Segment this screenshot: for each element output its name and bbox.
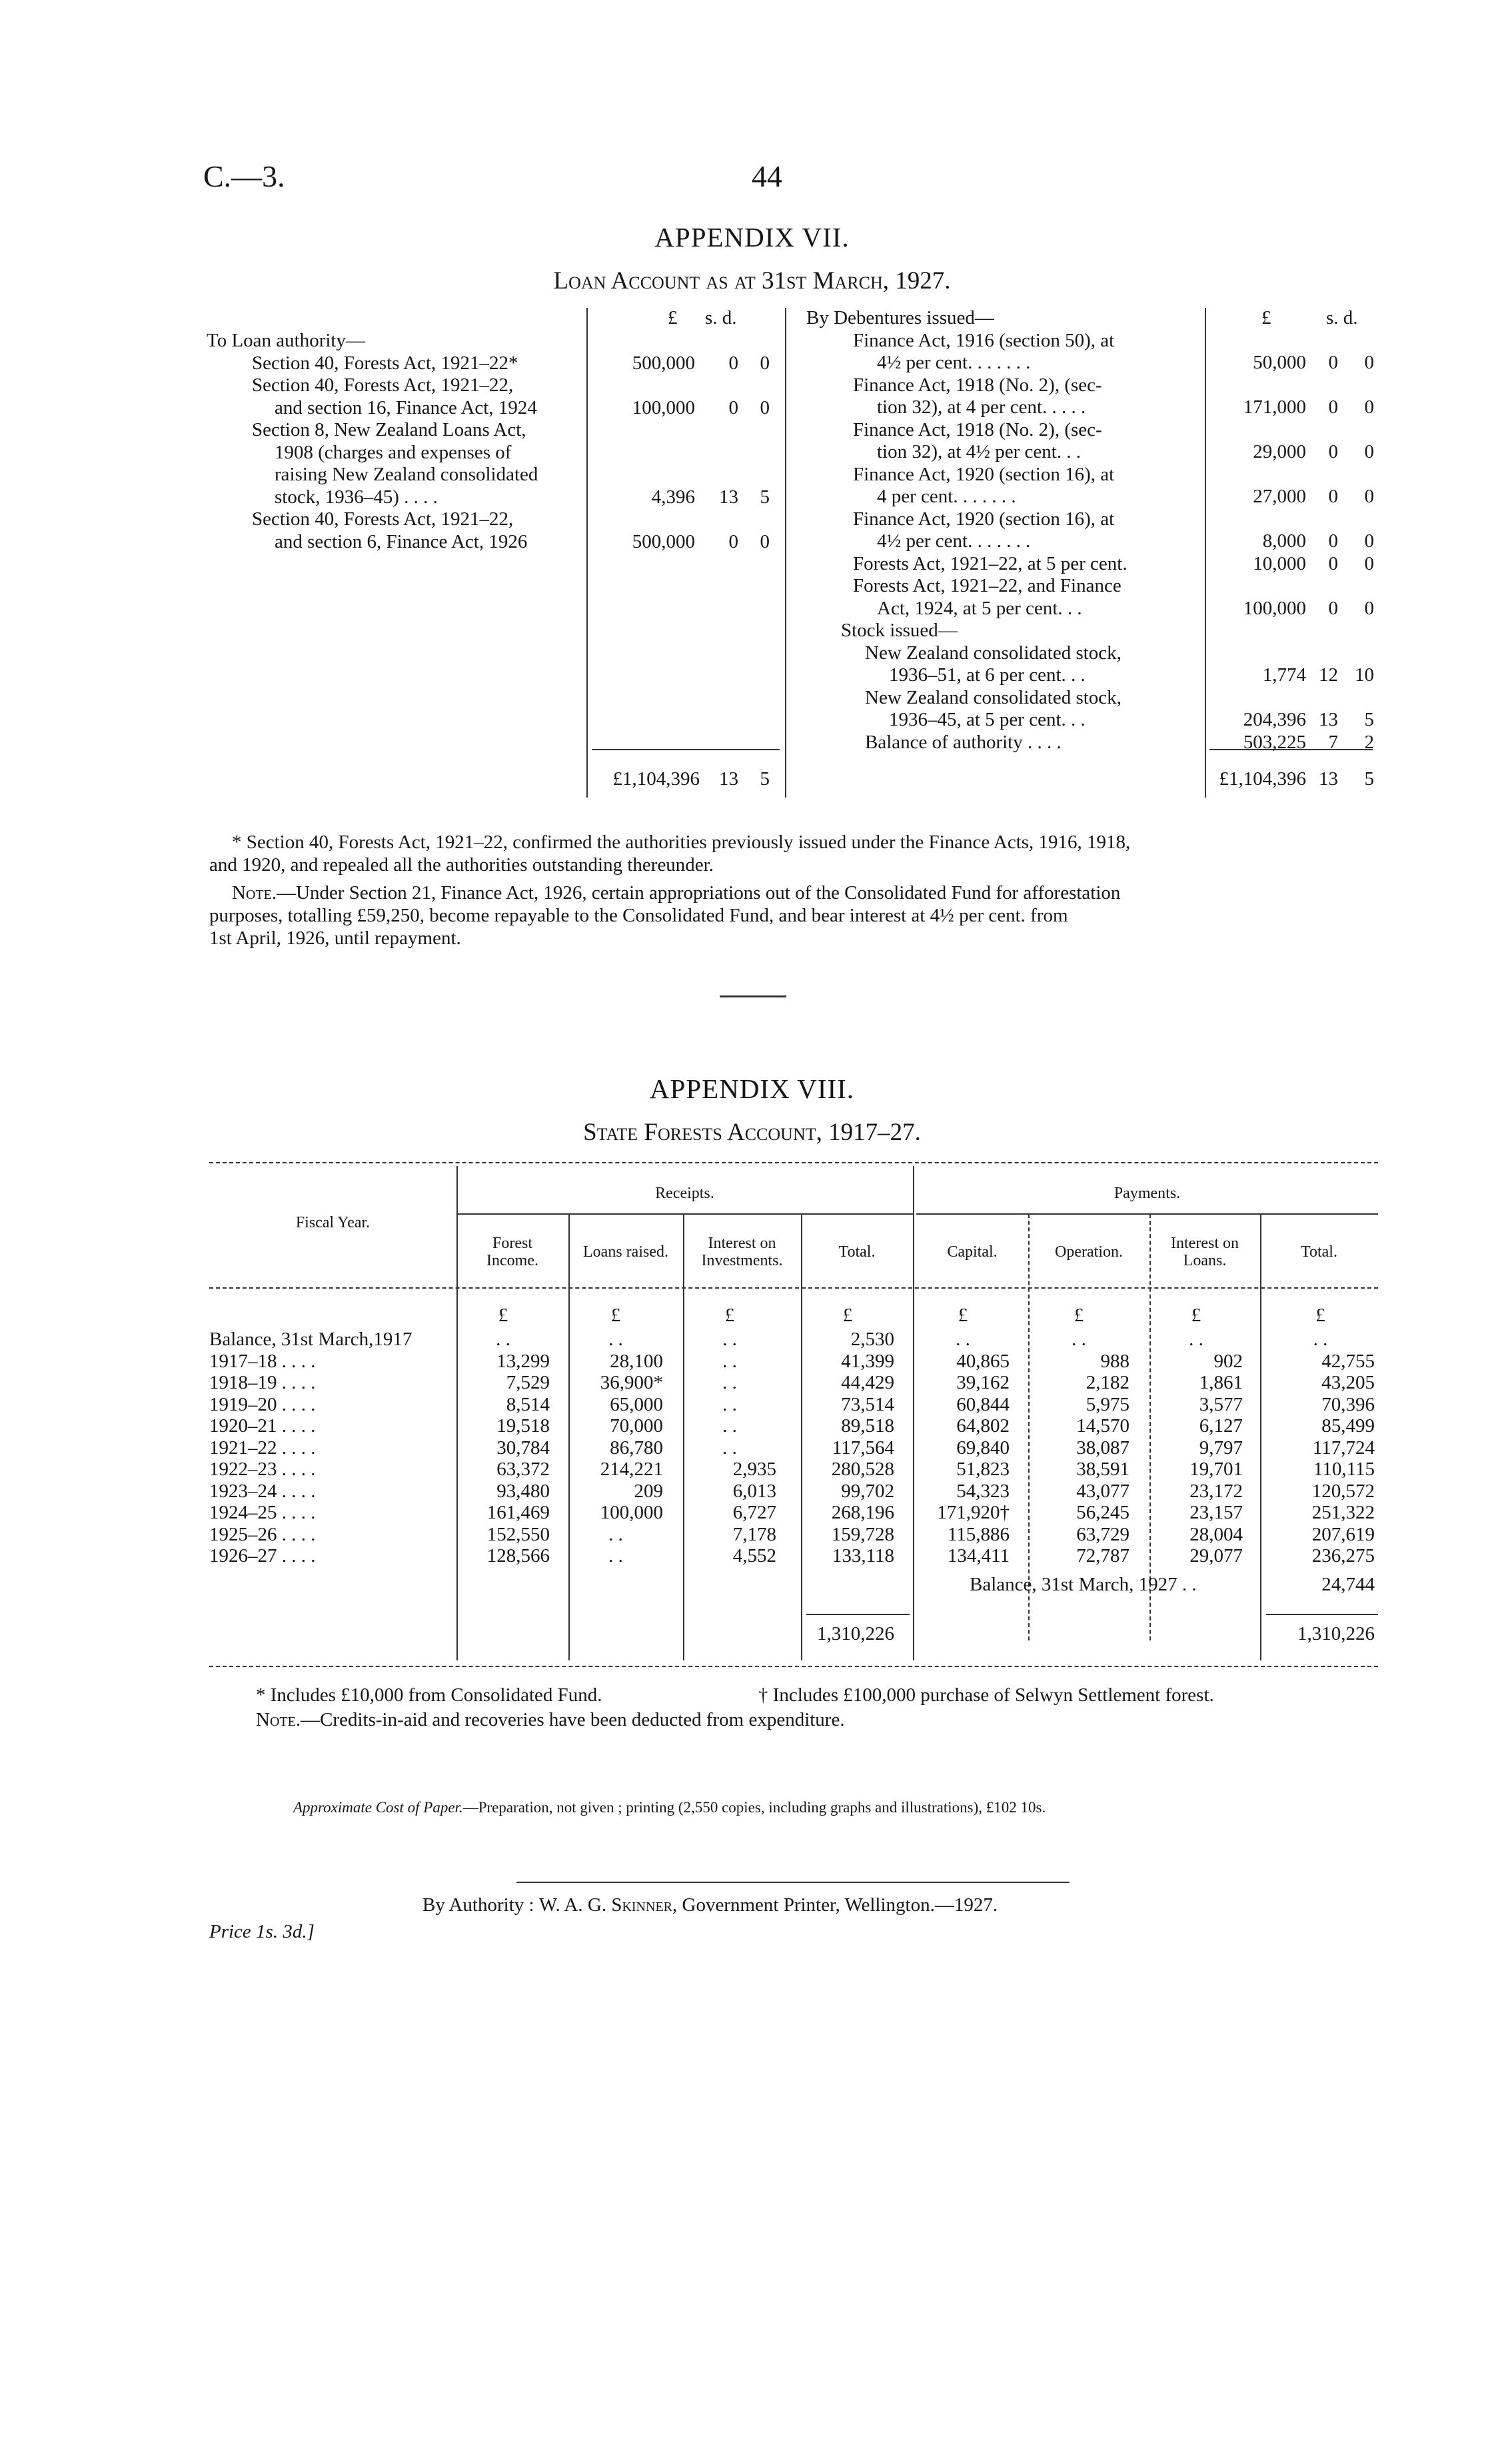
table-cell-lr: 209 — [634, 1480, 663, 1502]
table-cell-il: 1,861 — [1199, 1372, 1243, 1393]
loan-debit-pence: 0 — [760, 396, 770, 418]
table-cell-rt: 280,528 — [831, 1459, 894, 1480]
table-cell-fi: 30,784 — [496, 1437, 550, 1459]
loan-note-line-1 — [232, 882, 1120, 904]
interest-loans-header — [1149, 1235, 1260, 1269]
loan-debit-line: Section 40, Forests Act, 1921–22, — [252, 508, 514, 530]
loan-debit-line: Section 40, Forests Act, 1921–22* — [252, 352, 518, 374]
right-total-shillings: 13 — [1319, 768, 1338, 790]
loan-credit-shillings: 7 — [1328, 731, 1338, 753]
loan-credit-pence: 5 — [1364, 709, 1374, 730]
fiscal-year-cell: 1920–21 . . . . — [209, 1415, 316, 1437]
loan-credit-shillings: 12 — [1319, 664, 1338, 686]
table-cell-cap: 69,840 — [956, 1437, 1010, 1459]
right-sd-header: s. d. — [1326, 307, 1358, 328]
table-cell-ii: 6,013 — [732, 1480, 776, 1502]
state-forests-note — [256, 1709, 845, 1731]
loan-credit-pounds: 100,000 — [1243, 597, 1306, 619]
loan-debit-line: Section 40, Forests Act, 1921–22, — [252, 374, 514, 396]
table-cell-pt: 251,322 — [1311, 1502, 1375, 1523]
note-text: —Credits-in-aid and recoveries have been deducted from expenditure. — [301, 1709, 845, 1730]
table-header-rule — [209, 1287, 1378, 1289]
header-line: Investments. — [701, 1252, 783, 1269]
table-cell-lr: . . — [608, 1523, 623, 1545]
loan-credit-pence: 0 — [1364, 597, 1374, 619]
cost-text: —Preparation, not given ; printing (2,550 copies, including graphs and illustrations), £102 10s. — [462, 1799, 1046, 1816]
table-cell-ii: . . — [722, 1350, 737, 1372]
table-cell-rt: 2,530 — [850, 1329, 894, 1350]
appendix-viii-heading: APPENDIX VIII. — [649, 1073, 855, 1104]
receipts-total-rule — [806, 1614, 910, 1615]
cost-of-paper — [293, 1799, 1046, 1816]
table-cell-op: 72,787 — [1076, 1545, 1129, 1566]
payments-header: Payments. — [1114, 1185, 1181, 1202]
forest-income-header — [456, 1235, 568, 1269]
table-cell-rt: 73,514 — [841, 1393, 894, 1415]
document-reference: C.—3. — [203, 159, 285, 193]
loan-center-rule — [785, 308, 786, 798]
loan-credit-line: Balance of authority . . . . — [865, 731, 1062, 753]
header-line: Forest — [492, 1235, 532, 1252]
table-cell-op: 63,729 — [1076, 1523, 1129, 1545]
loan-credit-line: 1936–51, at 6 per cent. . . — [889, 664, 1086, 686]
table-cell-lr: 28,100 — [610, 1350, 663, 1372]
loan-credit-line: Finance Act, 1918 (No. 2), (sec- — [853, 374, 1102, 396]
loan-credit-pounds: 27,000 — [1253, 486, 1306, 507]
loan-credit-line: Finance Act, 1920 (section 16), at — [853, 508, 1115, 530]
table-cell-fi: 161,469 — [486, 1502, 550, 1523]
table-cell-op: 2,182 — [1086, 1372, 1129, 1393]
pound-sign: £ — [1315, 1305, 1325, 1326]
table-cell-fi: 63,372 — [496, 1459, 550, 1480]
loan-credit-pounds: 171,000 — [1243, 396, 1306, 418]
right-total-amount: £1,104,396 — [1219, 768, 1306, 790]
fiscal-year-header: Fiscal Year. — [295, 1214, 371, 1231]
header-line: Income. — [486, 1252, 538, 1269]
pound-sign: £ — [1191, 1305, 1201, 1326]
table-cell-pt: 43,205 — [1321, 1372, 1375, 1393]
loan-credit-line: Finance Act, 1920 (section 16), at — [853, 463, 1115, 485]
table-cell-lr: 86,780 — [610, 1437, 663, 1459]
table-cell-op: . . — [1072, 1329, 1086, 1350]
loan-credit-pence: 0 — [1364, 530, 1374, 552]
loan-credit-line: Act, 1924, at 5 per cent. . . — [877, 597, 1082, 619]
pound-sign: £ — [958, 1305, 968, 1326]
table-cell-op: 988 — [1100, 1350, 1129, 1372]
table-cell-pt: 42,755 — [1321, 1350, 1375, 1372]
table-cell-lr: 214,221 — [600, 1459, 663, 1480]
table-cell-rt: 89,518 — [841, 1415, 894, 1437]
table-cell-il: . . — [1189, 1329, 1203, 1350]
loan-debit-shillings: 0 — [728, 396, 738, 418]
table-cell-fi: 8,514 — [506, 1393, 550, 1415]
table-cell-rt: 268,196 — [831, 1502, 894, 1523]
authority-rule — [516, 1882, 1070, 1883]
balance-line: Balance, 31st March, 1927 . . — [970, 1574, 1197, 1595]
header-line: Interest on — [708, 1235, 776, 1252]
loan-credit-pence: 0 — [1364, 486, 1374, 507]
table-cell-cap: 64,802 — [956, 1415, 1010, 1437]
loan-debit-pence: 0 — [760, 352, 770, 374]
payments-total-rule — [1266, 1614, 1378, 1615]
loan-credit-line: Forests Act, 1921–22, and Finance — [853, 575, 1122, 596]
loan-credit-shillings: 0 — [1328, 486, 1338, 507]
loan-credit-pounds: 8,000 — [1262, 530, 1306, 552]
receipts-total-header: Total. — [838, 1243, 876, 1261]
fiscal-year-cell: 1925–26 . . . . — [209, 1523, 316, 1545]
table-cell-op: 43,077 — [1076, 1480, 1129, 1502]
table-top-rule — [209, 1162, 1378, 1163]
authority-prefix: By Authority : — [422, 1894, 534, 1916]
table-cell-il: 19,701 — [1189, 1459, 1243, 1480]
table-cell-lr: . . — [608, 1545, 623, 1566]
loan-credit-pounds: 50,000 — [1253, 352, 1306, 373]
loan-credit-pounds: 29,000 — [1253, 441, 1306, 462]
loan-debit-shillings: 0 — [728, 530, 738, 552]
col-rule-interest-loans — [1260, 1214, 1261, 1660]
loan-credit-pounds: 503,225 — [1243, 731, 1306, 753]
fiscal-year-cell: 1921–22 . . . . — [209, 1437, 316, 1459]
pound-sign: £ — [842, 1305, 853, 1326]
price: Price 1s. 3d.] — [209, 1921, 315, 1942]
loan-credit-line: Stock issued— — [841, 620, 958, 641]
left-total-pence: 5 — [760, 768, 770, 790]
table-cell-pt: . . — [1313, 1329, 1328, 1350]
pound-sign: £ — [498, 1305, 508, 1326]
fiscal-year-cell: 1924–25 . . . . — [209, 1502, 316, 1523]
loan-credit-shillings: 0 — [1328, 352, 1338, 373]
right-total-pence: 5 — [1364, 768, 1374, 790]
table-cell-il: 28,004 — [1189, 1523, 1243, 1545]
loan-credit-pence: 0 — [1364, 552, 1374, 574]
pound-sign: £ — [1074, 1305, 1084, 1326]
table-cell-cap: 51,823 — [956, 1459, 1010, 1480]
fiscal-year-cell: 1917–18 . . . . — [209, 1350, 316, 1372]
loan-credit-shillings: 0 — [1328, 530, 1338, 552]
table-cell-op: 14,570 — [1076, 1415, 1129, 1437]
fiscal-year-cell: 1926–27 . . . . — [209, 1545, 316, 1566]
table-cell-ii: . . — [722, 1329, 737, 1350]
loan-debit-line: To Loan authority— — [207, 330, 365, 351]
table-cell-pt: 70,396 — [1321, 1393, 1375, 1415]
loan-credit-line: By Debentures issued— — [806, 307, 994, 328]
table-cell-rt: 159,728 — [831, 1523, 894, 1545]
table-cell-ii: 7,178 — [732, 1523, 776, 1545]
payments-group-rule — [916, 1213, 1378, 1215]
loan-credit-line: Finance Act, 1916 (section 50), at — [853, 329, 1115, 351]
table-cell-il: 29,077 — [1189, 1545, 1243, 1566]
loan-debit-line: and section 16, Finance Act, 1924 — [275, 396, 537, 418]
loan-debit-pounds: 100,000 — [632, 396, 695, 418]
table-cell-ii: . . — [722, 1393, 737, 1415]
footnote-dagger: † Includes £100,000 purchase of Selwyn Settlement forest. — [758, 1684, 1214, 1706]
appendix-vii-heading: APPENDIX VII. — [654, 222, 850, 253]
header-line: Loans. — [1183, 1252, 1227, 1269]
authority-suffix: , Government Printer, Wellington.—1927. — [672, 1894, 998, 1916]
table-cell-op: 38,591 — [1076, 1459, 1129, 1480]
pound-sign: £ — [724, 1305, 735, 1326]
table-cell-ii: . . — [722, 1437, 737, 1459]
table-cell-fi: 128,566 — [486, 1545, 550, 1566]
table-cell-il: 902 — [1213, 1350, 1243, 1372]
table-cell-lr: 100,000 — [600, 1502, 663, 1523]
table-cell-cap: 54,323 — [956, 1480, 1010, 1502]
balance-value: 24,744 — [1321, 1574, 1375, 1595]
table-cell-fi: 93,480 — [496, 1480, 550, 1502]
loan-debit-shillings: 0 — [728, 352, 738, 374]
left-total-amount: £1,104,396 — [612, 768, 700, 790]
table-cell-pt: 236,275 — [1311, 1545, 1375, 1566]
table-cell-il: 3,577 — [1199, 1393, 1243, 1415]
table-cell-fi: . . — [496, 1329, 510, 1350]
loan-debit-line: 1908 (charges and expenses of — [275, 441, 512, 463]
loan-credit-line: 4½ per cent. . . . . . . — [877, 530, 1031, 552]
loan-debit-pence: 5 — [760, 486, 770, 508]
left-sd-header: s. d. — [705, 307, 737, 328]
page-number: 44 — [752, 159, 782, 193]
table-cell-fi: 7,529 — [506, 1372, 550, 1393]
loan-credit-shillings: 0 — [1328, 396, 1338, 418]
left-pound-header: £ — [668, 307, 678, 328]
operation-header: Operation. — [1055, 1243, 1123, 1261]
capital-header: Capital. — [947, 1243, 998, 1261]
receipts-group-rule — [456, 1213, 913, 1215]
loan-footnote-line-1: * Section 40, Forests Act, 1921–22, confirmed the authorities previously issued under the Finance Acts, 1916, 1918, — [232, 832, 1131, 853]
loan-credit-shillings: 0 — [1328, 552, 1338, 574]
loan-credit-line: New Zealand consolidated stock, — [865, 686, 1122, 708]
loan-debit-pounds: 500,000 — [632, 530, 695, 552]
loan-footnote-line-2: and 1920, and repealed all the authorities outstanding thereunder. — [209, 854, 714, 876]
fiscal-year-cell: 1923–24 . . . . — [209, 1480, 316, 1502]
table-cell-fi: 13,299 — [496, 1350, 550, 1372]
table-cell-il: 6,127 — [1199, 1415, 1243, 1437]
table-cell-rt: 133,118 — [832, 1545, 894, 1566]
authority-line — [422, 1894, 998, 1916]
loan-debit-line: Section 8, New Zealand Loans Act, — [252, 419, 526, 440]
payments-total-header: Total. — [1301, 1243, 1337, 1261]
loan-note-line-2: purposes, totalling £59,250, become repayable to the Consolidated Fund, and bear interest at 4½ per cent. from — [209, 905, 1068, 926]
table-cell-rt: 117,564 — [832, 1437, 894, 1459]
fiscal-year-cell: 1922–23 . . . . — [209, 1459, 316, 1480]
table-cell-pt: 117,724 — [1312, 1437, 1375, 1459]
loan-credit-pence: 2 — [1364, 731, 1374, 753]
loan-debit-shillings: 13 — [719, 486, 738, 508]
table-cell-op: 56,245 — [1076, 1502, 1129, 1523]
table-cell-op: 38,087 — [1076, 1437, 1129, 1459]
loan-credit-line: tion 32), at 4 per cent. . . . . — [877, 396, 1086, 418]
right-pound-header: £ — [1261, 307, 1271, 328]
table-cell-rt: 99,702 — [841, 1480, 894, 1502]
table-cell-cap: . . — [956, 1329, 970, 1350]
table-cell-cap: 40,865 — [956, 1350, 1010, 1372]
table-cell-lr: 70,000 — [610, 1415, 663, 1437]
loan-note-line-3: 1st April, 1926, until repayment. — [209, 927, 461, 949]
loan-debit-line: raising New Zealand consolidated — [275, 464, 538, 485]
fiscal-year-cell: Balance, 31st March,1917 — [209, 1329, 412, 1350]
cost-label: Approximate Cost of Paper. — [293, 1799, 463, 1816]
loans-raised-header: Loans raised. — [583, 1243, 668, 1261]
table-cell-pt: 207,619 — [1311, 1523, 1375, 1545]
table-cell-ii: . . — [722, 1372, 737, 1393]
loan-debit-line: stock, 1936–45) . . . . — [275, 486, 438, 508]
section-separator — [720, 995, 786, 997]
table-cell-il: 23,172 — [1189, 1480, 1243, 1502]
table-cell-pt: 120,572 — [1311, 1480, 1375, 1502]
loan-debit-line: and section 6, Finance Act, 1926 — [275, 530, 528, 552]
table-cell-ii: . . — [722, 1415, 737, 1437]
loan-credit-line: 4½ per cent. . . . . . . — [877, 352, 1031, 373]
loan-credit-line: New Zealand consolidated stock, — [865, 642, 1122, 664]
loan-credit-shillings: 0 — [1328, 441, 1338, 462]
right-total-rule — [1209, 749, 1373, 750]
table-cell-lr: 36,900* — [600, 1372, 663, 1393]
loan-credit-line: tion 32), at 4½ per cent. . . — [877, 441, 1082, 462]
table-cell-ii: 6,727 — [732, 1502, 776, 1523]
table-cell-cap: 115,886 — [947, 1523, 1010, 1545]
table-cell-cap: 39,162 — [956, 1372, 1010, 1393]
loan-debit-pounds: 500,000 — [632, 352, 695, 374]
table-cell-cap: 171,920† — [937, 1502, 1010, 1523]
loan-credit-pence: 0 — [1364, 396, 1374, 418]
pound-sign: £ — [610, 1305, 621, 1326]
table-cell-il: 9,797 — [1199, 1437, 1243, 1459]
col-rule-receipts-total — [913, 1166, 914, 1660]
left-total-rule — [592, 749, 780, 750]
loan-credit-pence: 0 — [1364, 352, 1374, 373]
table-bottom-rule — [209, 1666, 1378, 1667]
loan-credit-line: 4 per cent. . . . . . . — [877, 486, 1016, 507]
receipts-header: Receipts. — [655, 1185, 714, 1202]
table-cell-pt: 85,499 — [1321, 1415, 1375, 1437]
table-cell-pt: 110,115 — [1313, 1459, 1375, 1480]
table-cell-lr: . . — [608, 1329, 623, 1350]
loan-credit-pence: 10 — [1355, 664, 1374, 686]
note-label: Note. — [256, 1709, 301, 1730]
loan-debit-pence: 0 — [760, 530, 770, 552]
loan-credit-pounds: 10,000 — [1253, 552, 1306, 574]
table-cell-op: 5,975 — [1086, 1393, 1129, 1415]
table-cell-lr: 65,000 — [610, 1393, 663, 1415]
receipts-grand-total: 1,310,226 — [817, 1623, 894, 1644]
loan-credit-pence: 0 — [1364, 441, 1374, 462]
payments-grand-total: 1,310,226 — [1297, 1623, 1375, 1644]
printer-name: W. A. G. Skinner — [538, 1894, 672, 1916]
note-text: —Under Section 21, Finance Act, 1926, certain appropriations out of the Consolidated Fund for afforestation — [277, 882, 1121, 904]
loan-credit-shillings: 0 — [1328, 597, 1338, 619]
table-cell-cap: 134,411 — [947, 1545, 1010, 1566]
loan-credit-pounds: 1,774 — [1262, 664, 1306, 686]
table-cell-rt: 41,399 — [841, 1350, 894, 1372]
loan-debit-pounds: 4,396 — [651, 486, 695, 508]
table-cell-il: 23,157 — [1189, 1502, 1243, 1523]
fiscal-year-cell: 1919–20 . . . . — [209, 1393, 316, 1415]
left-total-shillings: 13 — [719, 768, 738, 790]
table-cell-ii: 4,552 — [732, 1545, 776, 1566]
interest-investments-header — [683, 1235, 801, 1269]
table-cell-fi: 19,518 — [496, 1415, 550, 1437]
note-label: Note. — [232, 882, 277, 904]
loan-account-subtitle: Loan Account as at 31st March, 1927. — [553, 267, 951, 295]
state-forests-subtitle: State Forests Account, 1917–27. — [583, 1119, 921, 1146]
header-line: Interest on — [1171, 1235, 1239, 1252]
loan-credit-line: 1936–45, at 5 per cent. . . — [889, 709, 1086, 730]
table-cell-fi: 152,550 — [486, 1523, 550, 1545]
loan-credit-line: Finance Act, 1918 (No. 2), (sec- — [853, 418, 1102, 440]
fiscal-year-cell: 1918–19 . . . . — [209, 1372, 316, 1393]
table-cell-rt: 44,429 — [841, 1372, 894, 1393]
loan-credit-line: Forests Act, 1921–22, at 5 per cent. — [853, 552, 1128, 574]
table-cell-cap: 60,844 — [956, 1393, 1010, 1415]
footnote-star: * Includes £10,000 from Consolidated Fund. — [256, 1684, 602, 1706]
loan-credit-pounds: 204,396 — [1243, 709, 1306, 730]
table-cell-ii: 2,935 — [732, 1459, 776, 1480]
loan-credit-shillings: 13 — [1319, 709, 1338, 730]
